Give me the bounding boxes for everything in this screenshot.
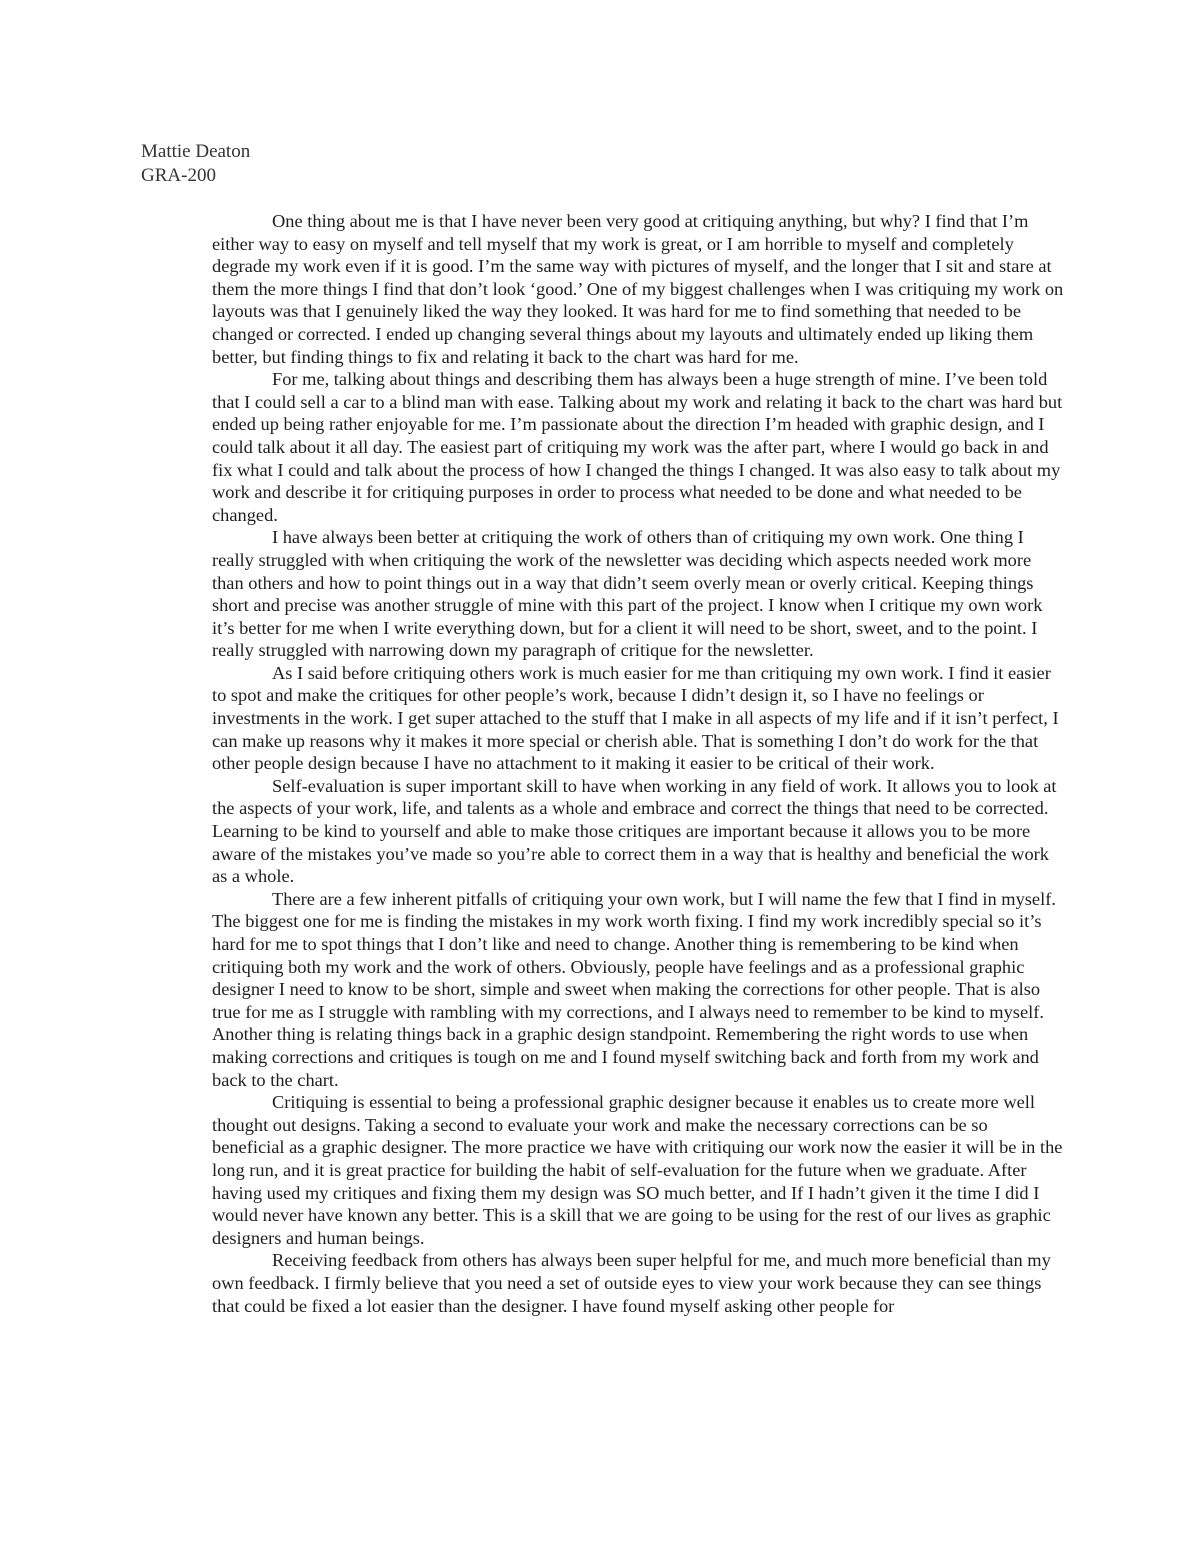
course-code: GRA-200 bbox=[141, 165, 216, 186]
paragraph-6: There are a few inherent pitfalls of critiquing your own work, but I will name the few that I find in myself. The biggest one for me is finding the mistakes in my work worth fixing. I find my work incredibly special so it’s hard for me to spot things that I don’t like and need to change. Another thing is remembering to be kind when critiquing both my work and the work of others. Obviously, people have feelings and as a professional graphic designer I need to know to be short, simple and sweet when making the corrections for other people. That is also true for me as I struggle with rambling with my corrections, and I always need to remember to be kind to myself. Another thing is relating things back in a graphic design standpoint. Remembering the right words to use when making corrections and critiques is tough on me and I found myself switching back and forth from my work and back to the chart. bbox=[212, 888, 1056, 1090]
paragraph-1: One thing about me is that I have never been very good at critiquing anything, but why? I find that I’m either way to easy on myself and tell myself that my work is great, or I am horrible to myself and completely degrade my work even if it is good. I’m the same way with pictures of myself, and the longer that I sit and stare at them the more things I find that don’t look ‘good.’ One of my biggest challenges when I was critiquing my work on layouts was that I genuinely liked the way they looked. It was hard for me to find something that needed to be changed or corrected. I ended up changing several things about my layouts and ultimately ended up liking them better, but finding things to fix and relating it back to the chart was hard for me. bbox=[212, 211, 1064, 367]
paragraph-2: For me, talking about things and describing them has always been a huge strength of mine. I’ve been told that I could sell a car to a blind man with ease. Talking about my work and relating it back to the chart was hard but ended up being rather enjoyable for me. I’m passionate about the direction I’m headed with graphic design, and I could talk about it all day. The easiest part of critiquing my work was the after part, where I would go back in and fix what I could and talk about the process of how I changed the things I changed. It was also easy to talk about my work and describe it for critiquing purposes in order to process what needed to be done and what needed to be changed. bbox=[212, 369, 1063, 525]
paragraph-4: As I said before critiquing others work is much easier for me than critiquing my own work. I find it easier to spot and make the critiques for other people’s work, because I didn’t design it, so I have no feelings or investments in the work. I get super attached to the stuff that I make in all aspects of my life and if it isn’t perfect, I can make up reasons why it makes it more special or cherish able. That is something I don’t do work for the that other people design because I have no attachment to it making it easier to be critical of their work. bbox=[212, 662, 1059, 774]
author-name: Mattie Deaton bbox=[141, 141, 251, 162]
paragraph-7: Critiquing is essential to being a professional graphic designer because it enables us to create more well thought out designs. Taking a second to evaluate your work and make the necessary corrections can be so beneficial as a graphic designer. The more practice we have with critiquing our work now the easier it will be in the long run, and it is great practice for building the habit of self-evaluation for the future when we graduate. After having used my critiques and fixing them my design was SO much better, and If I hadn’t given it the time I did I would never have known any better. This is a skill that we are going to be using for the rest of our lives as graphic designers and human beings. bbox=[212, 1092, 1063, 1248]
document-header bbox=[141, 140, 541, 188]
essay-body bbox=[212, 210, 1064, 1317]
paragraph-8: Receiving feedback from others has always been super helpful for me, and much more beneficial than my own feedback. I firmly believe that you need a set of outside eyes to view your work because they can see things that could be fixed a lot easier than the designer. I have found myself asking other people for bbox=[212, 1250, 1051, 1316]
paragraph-3: I have always been better at critiquing the work of others than of critiquing my own work. One thing I really struggled with when critiquing the work of the newsletter was deciding which aspects needed work more than others and how to point things out in a way that didn’t seem overly mean or overly critical. Keeping things short and precise was another struggle of mine with this part of the project. I know when I critique my own work it’s better for me when I write everything down, but for a client it will need to be short, sweet, and to the point. I really struggled with narrowing down my paragraph of critique for the newsletter. bbox=[212, 527, 1043, 661]
paragraph-5: Self-evaluation is super important skill to have when working in any field of work. It allows you to look at the aspects of your work, life, and talents as a whole and embrace and correct the things that need to be corrected. Learning to be kind to yourself and able to make those critiques are important because it allows you to be more aware of the mistakes you’ve made so you’re able to correct them in a way that is healthy and beneficial the work as a whole. bbox=[212, 775, 1057, 887]
